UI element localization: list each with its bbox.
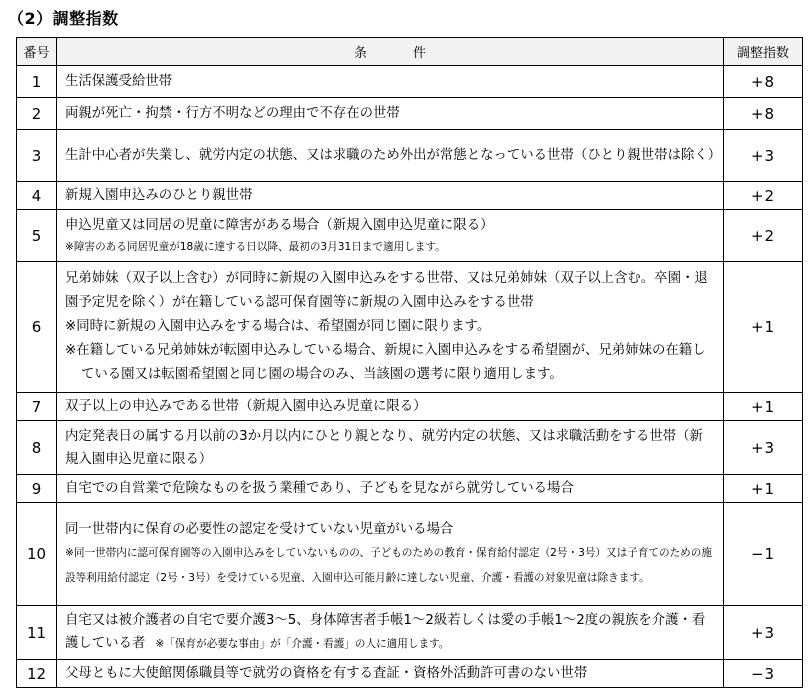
row-number: 11 (17, 606, 57, 660)
table-row (17, 130, 803, 182)
row-index: −3 (724, 660, 803, 688)
row-note: ※障害のある同居児童が18歳に達する日以降、最初の3月31日まで適用します。 (65, 240, 446, 253)
row-index: +1 (724, 475, 803, 503)
row-number: 8 (17, 421, 57, 475)
row-note: ※「保育が必要な事由」が「介護・看護」の人に適用します。 (155, 638, 450, 650)
row-index: +3 (724, 421, 803, 475)
row-number: 12 (17, 660, 57, 688)
table-row (17, 606, 803, 660)
row-condition: 同一世帯内に保育の必要性の認定を受けていない児童がいる場合 (65, 521, 454, 537)
row-condition-cell (57, 210, 724, 262)
row-note: ※同時に新規の入園申込みをする場合は、希望園が同じ園に限ります。 (65, 319, 491, 334)
table-header-row (17, 38, 803, 66)
table-row (17, 182, 803, 210)
row-condition: 父母ともに大使館関係職員等で就労の資格を有する査証・資格外活動許可書のない世帯 (57, 660, 724, 688)
row-index: +8 (724, 98, 803, 130)
adjustment-index-table (16, 37, 803, 688)
table-row (17, 503, 803, 606)
table-row (17, 475, 803, 503)
table-row (17, 262, 803, 393)
row-condition: 兄弟姉妹（双子以上含む）が同時に新規の入園申込みをする世帯、又は兄弟姉妹（双子以上含む。卒園・退園予定児を除く）が在籍している認可保育園等に新規の入園申込みをする世帯 (65, 271, 708, 310)
row-condition: 生活保護受給世帯 (57, 66, 724, 98)
row-condition: 申込児童又は同居の児童に障害がある場合（新規入園申込児童に限る） (65, 217, 494, 233)
row-number: 9 (17, 475, 57, 503)
section-heading: （2）調整指数 (8, 9, 119, 28)
row-number: 5 (17, 210, 57, 262)
table-row (17, 421, 803, 475)
row-condition: 生計中心者が失業し、就労内定の状態、又は求職のため外出が常態となっている世帯（ひとり親世帯は除く） (57, 130, 724, 182)
table-row (17, 66, 803, 98)
row-condition: 双子以上の申込みである世帯（新規入園申込み児童に限る） (57, 393, 724, 421)
header-condition: 条件 (57, 38, 724, 66)
row-index: +2 (724, 182, 803, 210)
row-condition: 両親が死亡・拘禁・行方不明などの理由で不存在の世帯 (57, 98, 724, 130)
row-index: +1 (724, 262, 803, 393)
table-row (17, 660, 803, 688)
row-condition: 自宅での自営業で危険なものを扱う業種であり、子どもを見ながら就労している場合 (57, 475, 724, 503)
row-number: 10 (17, 503, 57, 606)
row-condition: 新規入園申込みのひとり親世帯 (57, 182, 724, 210)
row-condition-cell (57, 503, 724, 606)
header-number: 番号 (17, 38, 57, 66)
row-condition-cell (57, 262, 724, 393)
row-index: +2 (724, 210, 803, 262)
row-condition: 自宅又は被介護者の自宅で要介護3～5、身体障害者手帳1～2級若しくは愛の手帳1～2度の親族を介護・看護している者 (65, 613, 706, 651)
row-condition-cell (57, 606, 724, 660)
row-number: 6 (17, 262, 57, 393)
row-index: +3 (724, 606, 803, 660)
row-note: ※在籍している兄弟姉妹が転園申込みしている場合、新規に入園申込みをする希望園が、兄弟姉妹の在籍している園又は転園希望園と同じ園の場合のみ、当該園の選考に限り適用します。 (65, 343, 706, 382)
row-index: −1 (724, 503, 803, 606)
row-number: 1 (17, 66, 57, 98)
row-number: 2 (17, 98, 57, 130)
row-number: 4 (17, 182, 57, 210)
table-row (17, 393, 803, 421)
table-row (17, 210, 803, 262)
row-condition: 内定発表日の属する月以前の3か月以内にひとり親となり、就労内定の状態、又は求職活動をする世帯（新規入園申込児童に限る） (57, 421, 724, 475)
row-number: 3 (17, 130, 57, 182)
row-note: ※同一世帯内に認可保育園等の入園申込みをしていないものの、子どものための教育・保育給付認定（2号・3号）又は子育てのための施設等利用給付認定（2号・3号）を受けている児童、入園申込可能月齢に達しない児童、介護・看護の対象児童は除きます。 (65, 546, 712, 584)
header-index: 調整指数 (724, 38, 803, 66)
row-index: +3 (724, 130, 803, 182)
table-row (17, 98, 803, 130)
row-index: +8 (724, 66, 803, 98)
row-number: 7 (17, 393, 57, 421)
row-index: +1 (724, 393, 803, 421)
